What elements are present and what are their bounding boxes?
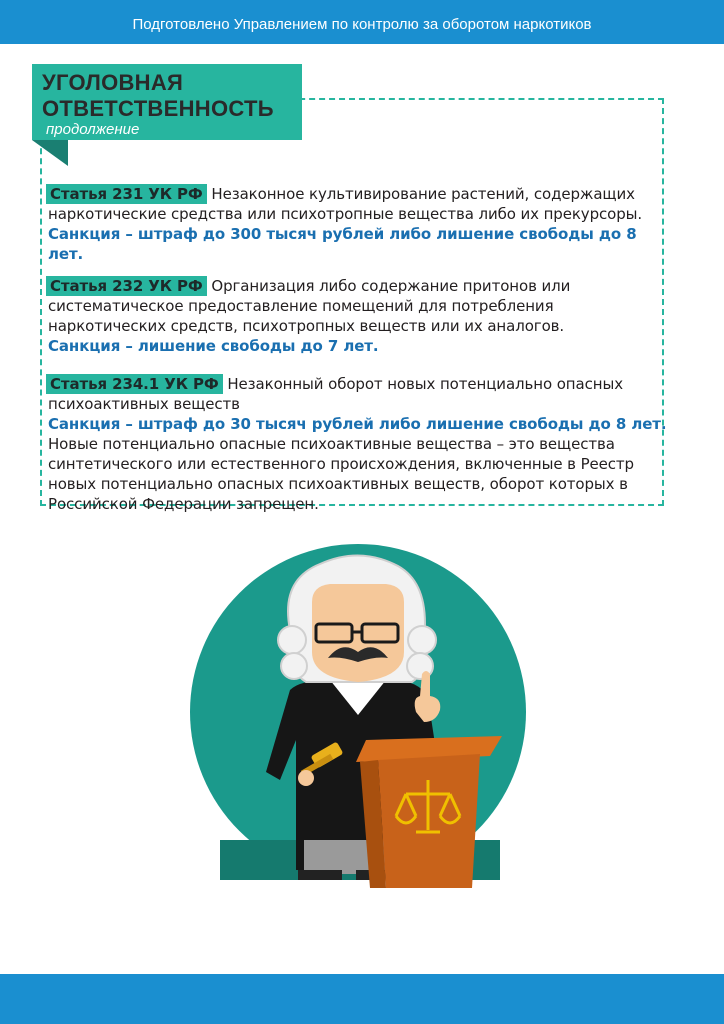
article-text: Незаконное культивирование растений, содержащих наркотические средства или психотропные вещества либо их прекурсоры. xyxy=(48,185,643,223)
article-sanction: Санкция – штраф до 30 тысяч рублей либо лишение свободы до 8 лет. xyxy=(48,415,667,433)
header-bar xyxy=(0,0,724,44)
article-sanction: Санкция – лишение свободы до 7 лет. xyxy=(48,337,379,355)
article-tag: Статья 234.1 УК РФ xyxy=(46,374,223,394)
judge-illustration xyxy=(180,540,540,900)
title-line-1: УГОЛОВНАЯ xyxy=(42,70,184,95)
header-text: Подготовлено Управлением по контролю за оборотом наркотиков xyxy=(132,16,592,33)
footer-bar xyxy=(0,974,724,1024)
article-text: Организация либо содержание притонов или систематическое предоставление помещений для потребления наркотических средств, психотропных веществ или их аналогов. xyxy=(48,277,571,335)
article-tag: Статья 231 УК РФ xyxy=(46,184,207,204)
article-232 xyxy=(48,276,668,356)
article-tag: Статья 232 УК РФ xyxy=(46,276,207,296)
title-banner-fold xyxy=(32,140,68,166)
title-line-2: ОТВЕТСТВЕННОСТЬ xyxy=(42,96,274,121)
article-231 xyxy=(48,184,668,264)
article-sanction: Санкция – штраф до 300 тысяч рублей либо лишение свободы до 8 лет. xyxy=(48,225,637,263)
article-note: Новые потенциально опасные психоактивные вещества – это вещества синтетического или естественного происхождения, включенные в Реестр новых потенциально опасных психоактивных веществ, оборот которых в Российской Федерации запрещен. xyxy=(48,435,634,513)
article-234-1 xyxy=(48,374,668,514)
title-subtitle: продолжение xyxy=(46,121,140,138)
articles-list xyxy=(48,184,668,526)
article-text: Незаконный оборот новых потенциально опасных психоактивных веществ xyxy=(48,375,623,413)
